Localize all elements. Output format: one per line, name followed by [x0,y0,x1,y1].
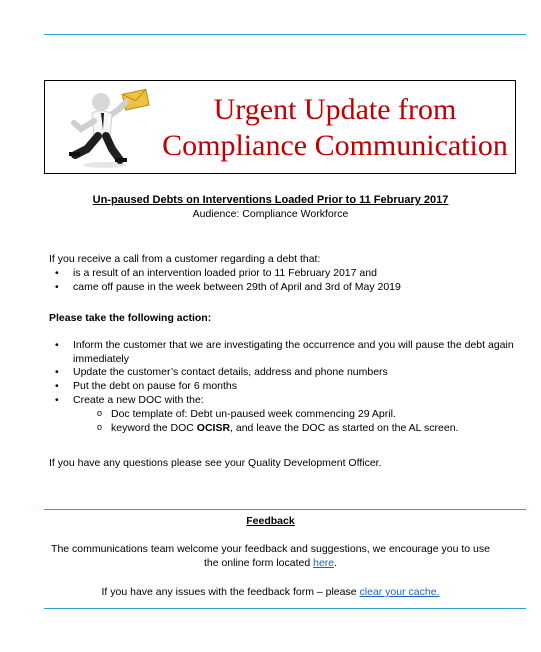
list-item: • is a result of an intervention loaded prior to 11 February 2017 and [49,267,401,281]
conditions-list [49,267,401,294]
running-man-with-envelope-icon [61,83,151,171]
feedback-form-link[interactable]: here [313,556,335,569]
feedback-text: The communications team welcome your feedback and suggestions, we encourage you to use the online form located here. [51,543,490,569]
urgent-update-banner [44,80,516,174]
questions-text: If you have any questions please see your Quality Development Officer. [49,457,382,469]
list-item: • came off pause in the week between 29th of April and 3rd of May 2019 [49,281,401,295]
create-doc-text: Create a new DOC with the: [73,393,204,406]
doc-keyword: OCISR [196,421,231,434]
feedback-top-divider [44,509,526,510]
intro-text: If you receive a call from a customer regarding a debt that: [49,253,321,265]
list-item: • Put the debt on pause for 6 months [49,380,519,394]
action-heading: Please take the following action: [49,312,212,324]
list-item: o keyword the DOC OCISR, and leave the DOC as started on the AL screen. [73,422,519,436]
notice-subject: Un-paused Debts on Interventions Loaded Prior to 11 February 2017 [92,194,449,206]
audience-line: Audience: Compliance Workforce [192,208,349,220]
list-item: • Update the customer’s contact details, address and phone numbers [49,366,519,380]
banner-title [161,92,509,164]
actions-list [49,339,519,435]
bottom-divider [44,608,526,609]
doc-steps-list [73,408,519,435]
list-item [49,394,519,436]
banner-title-line2: Compliance Communication [162,129,508,162]
clear-cache-link[interactable]: clear your cache. [359,586,440,598]
issues-text: If you have any issues with the feedback form – please clear your cache. [101,586,440,598]
top-divider [44,34,526,35]
feedback-heading: Feedback [246,515,295,527]
banner-title-line1: Urgent Update from [213,93,457,126]
list-item: • Inform the customer that we are investigating the occurrence and you will pause the debt again immediately [49,339,519,366]
list-item: o Doc template of: Debt un-paused week commencing 29 April. [73,408,519,422]
